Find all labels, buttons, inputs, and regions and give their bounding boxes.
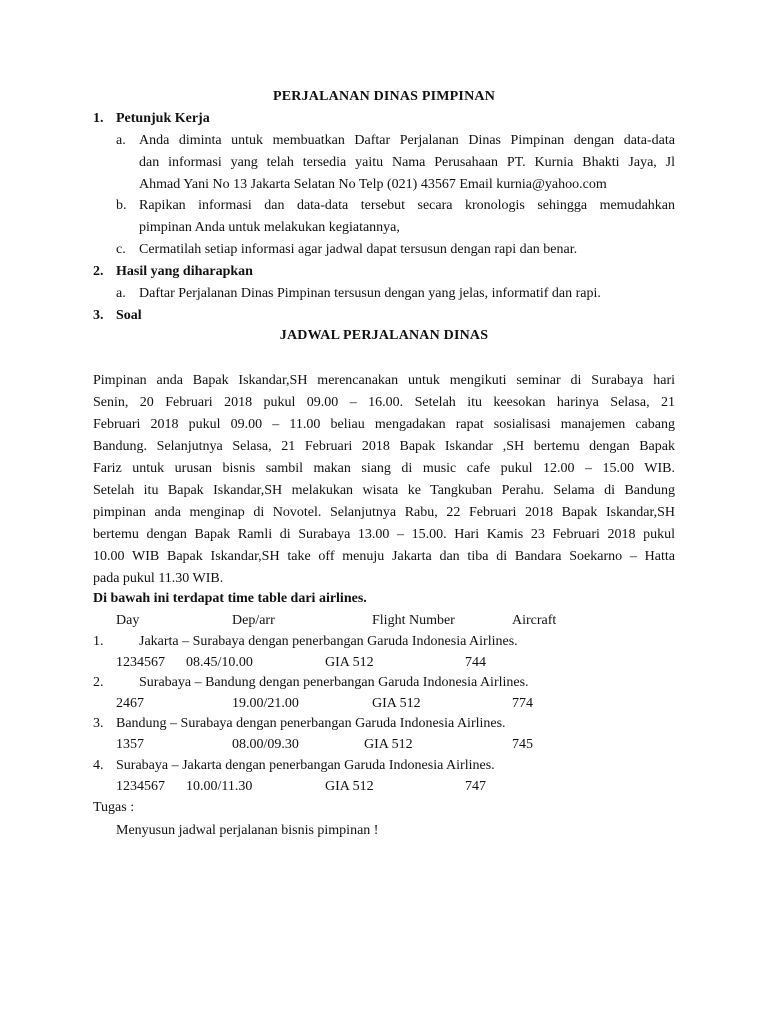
- flight-day: 2467: [116, 696, 144, 711]
- paragraph-line: pimpinan anda menginap di Novotel. Selanjutnya Rabu, 22 Februari 2018 Bapak Iskandar,SH: [93, 505, 675, 520]
- flight-aircraft: 747: [465, 779, 486, 794]
- flight-code: GIA 512: [364, 737, 413, 752]
- flight-deparr: 19.00/21.00: [232, 696, 299, 711]
- list-marker: a.: [116, 133, 126, 148]
- header-aircraft: Aircraft: [512, 613, 557, 628]
- section-heading-petunjuk: Petunjuk Kerja: [116, 111, 210, 126]
- paragraph-line: Fariz untuk urusan bisnis sambil makan siang di music cafe pukul 12.00 – 15.00 WIB.: [93, 461, 675, 476]
- flight-deparr: 08.45/10.00: [186, 655, 253, 670]
- flight-code: GIA 512: [372, 696, 421, 711]
- header-deparr: Dep/arr: [232, 613, 275, 628]
- flight-number-marker: 1.: [93, 634, 104, 649]
- flight-day: 1357: [116, 737, 144, 752]
- flight-route: Surabaya – Jakarta dengan penerbangan Garuda Indonesia Airlines.: [116, 758, 495, 773]
- section-heading-hasil: Hasil yang diharapkan: [116, 264, 253, 279]
- paragraph-line: pada pukul 11.30 WIB.: [93, 571, 224, 586]
- flight-aircraft: 774: [512, 696, 533, 711]
- petunjuk-a-line: Ahmad Yani No 13 Jakarta Selatan No Telp (021) 43567 Email kurnia@yahoo.com: [139, 177, 607, 192]
- paragraph-line: Bandung. Selanjutnya Selasa, 21 Februari 2018 Bapak Iskandar ,SH bertemu dengan Bapak: [93, 439, 675, 454]
- petunjuk-a-line: dan informasi yang telah tersedia yaitu Nama Perusahaan PT. Kurnia Bhakti Jaya, Jl: [139, 155, 675, 170]
- flight-number-marker: 3.: [93, 716, 104, 731]
- flight-deparr: 10.00/11.30: [186, 779, 253, 794]
- flight-number-marker: 2.: [93, 675, 104, 690]
- paragraph-line: Pimpinan anda Bapak Iskandar,SH merencanakan untuk mengikuti seminar di Surabaya hari: [93, 373, 675, 388]
- tugas-label: Tugas :: [93, 800, 135, 815]
- petunjuk-c-line: Cermatilah setiap informasi agar jadwal dapat tersusun dengan rapi dan benar.: [139, 242, 578, 257]
- list-marker: a.: [116, 286, 126, 301]
- flight-route: Bandung – Surabaya dengan penerbangan Garuda Indonesia Airlines.: [116, 716, 506, 731]
- petunjuk-b-line: pimpinan Anda untuk melakukan kegiatannya,: [139, 220, 400, 235]
- petunjuk-b-line: Rapikan informasi dan data-data tersebut secara kronologis sehingga memudahkan: [139, 198, 675, 213]
- document-title: PERJALANAN DINAS PIMPINAN: [273, 89, 495, 104]
- list-marker: b.: [116, 198, 127, 213]
- section-heading-soal: Soal: [116, 308, 142, 323]
- paragraph-line: 10.00 WIB Bapak Iskandar,SH take off menuju Jakarta dan tiba di Bandara Soekarno – Hatta: [93, 549, 675, 564]
- flight-code: GIA 512: [325, 655, 374, 670]
- flight-aircraft: 744: [465, 655, 486, 670]
- section-number: 3.: [93, 308, 104, 323]
- flight-day: 1234567: [116, 655, 165, 670]
- tugas-text: Menyusun jadwal perjalanan bisnis pimpinan !: [116, 823, 379, 838]
- flight-code: GIA 512: [325, 779, 374, 794]
- flight-aircraft: 745: [512, 737, 533, 752]
- paragraph-line: bertemu dengan Bapak Ramli di Surabaya 13.00 – 15.00. Hari Kamis 23 Februari 2018 pukul: [93, 527, 675, 542]
- flight-day: 1234567: [116, 779, 165, 794]
- paragraph-line: Februari 2018 pukul 09.00 – 11.00 beliau mengadakan rapat sosialisasi manajemen cabang: [93, 417, 675, 432]
- hasil-a-line: Daftar Perjalanan Dinas Pimpinan tersusun dengan yang jelas, informatif dan rapi.: [139, 286, 601, 301]
- timetable-intro: Di bawah ini terdapat time table dari airlines.: [93, 591, 367, 606]
- list-marker: c.: [116, 242, 126, 257]
- flight-route: Jakarta – Surabaya dengan penerbangan Garuda Indonesia Airlines.: [139, 634, 518, 649]
- section-number: 2.: [93, 264, 104, 279]
- flight-route: Surabaya – Bandung dengan penerbangan Garuda Indonesia Airlines.: [139, 675, 529, 690]
- section-number: 1.: [93, 111, 104, 126]
- header-flight-number: Flight Number: [372, 613, 455, 628]
- flight-number-marker: 4.: [93, 758, 104, 773]
- paragraph-line: Setelah itu Bapak Iskandar,SH melakukan wisata ke Tangkuban Perahu. Selama di Bandung: [93, 483, 675, 498]
- schedule-title: JADWAL PERJALANAN DINAS: [279, 328, 489, 343]
- header-day: Day: [116, 613, 140, 628]
- petunjuk-a-line: Anda diminta untuk membuatkan Daftar Perjalanan Dinas Pimpinan dengan data-data: [139, 133, 675, 148]
- paragraph-line: Senin, 20 Februari 2018 pukul 09.00 – 16.00. Setelah itu keesokan harinya Selasa, 21: [93, 395, 675, 410]
- flight-deparr: 08.00/09.30: [232, 737, 299, 752]
